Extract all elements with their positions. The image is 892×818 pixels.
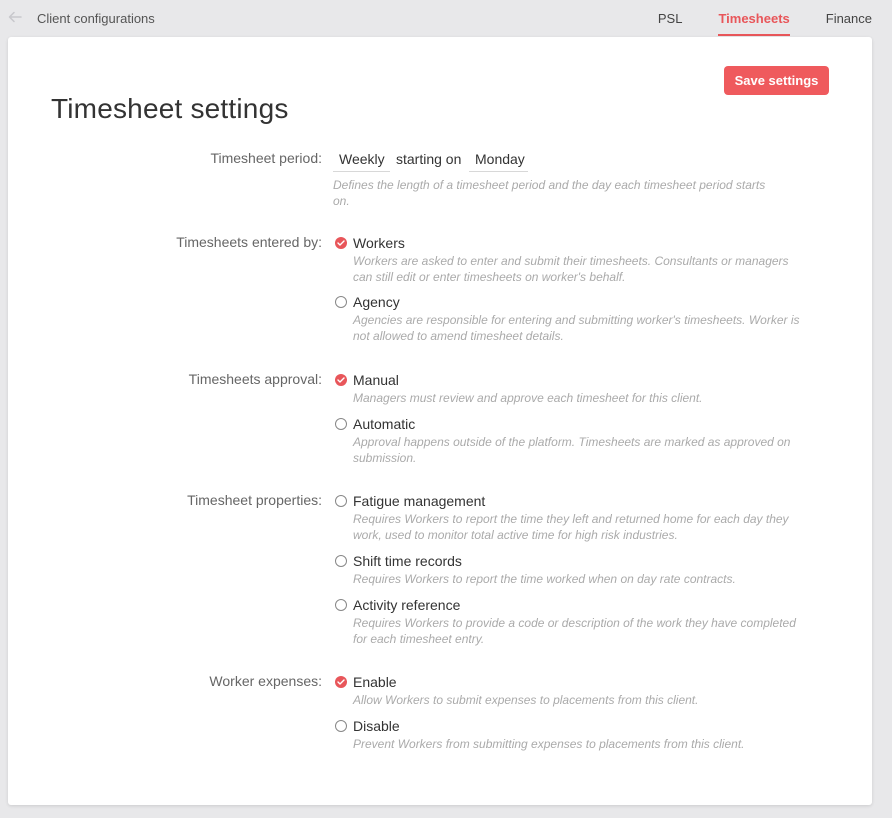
- entered-by-label: Timesheets entered by:: [176, 234, 322, 250]
- approval-label: Timesheets approval:: [188, 371, 322, 387]
- radio-agency[interactable]: [335, 296, 347, 308]
- settings-card: [8, 37, 872, 805]
- option-manual-label[interactable]: Manual: [353, 372, 399, 388]
- period-help: Defines the length of a timesheet period and the day each timesheet period starts on.: [333, 178, 766, 208]
- option-disable-help: Prevent Workers from submitting expenses to placements from this client.: [353, 737, 745, 751]
- radio-automatic[interactable]: [335, 418, 347, 430]
- period-connector-text: starting on: [396, 151, 462, 167]
- radio-manual-checked[interactable]: [335, 374, 347, 386]
- option-agency-help: Agencies are responsible for entering and submitting worker's timesheets. Worker is not allowed to amend timesheet details.: [353, 313, 800, 343]
- period-line: [333, 149, 803, 175]
- option-automatic-label[interactable]: Automatic: [353, 416, 416, 432]
- radio-activity-reference[interactable]: [335, 599, 347, 611]
- option-manual-help: Managers must review and approve each timesheet for this client.: [353, 391, 703, 405]
- option-workers-help: Workers are asked to enter and submit their timesheets. Consultants or managers can still edit or enter timesheets on worker's behalf.: [353, 254, 789, 284]
- period-body: [333, 149, 803, 209]
- radio-workers-checked[interactable]: [335, 237, 347, 249]
- radio-fatigue-management[interactable]: [335, 495, 347, 507]
- back-arrow-icon[interactable]: [8, 10, 22, 24]
- option-automatic-help: Approval happens outside of the platform. Timesheets are marked as approved on submission.: [353, 435, 791, 465]
- tab-finance[interactable]: Finance: [825, 11, 872, 26]
- breadcrumb[interactable]: Client configurations: [37, 11, 155, 26]
- tab-timesheets[interactable]: Timesheets: [718, 0, 789, 37]
- properties-label: Timesheet properties:: [187, 492, 322, 508]
- period-label: Timesheet period:: [210, 150, 322, 166]
- option-activity-reference-help: Requires Workers to provide a code or description of the work they have completed for each timesheet entry.: [353, 616, 796, 646]
- radio-shift-time-records[interactable]: [335, 555, 347, 567]
- top-bar: [0, 0, 892, 37]
- expenses-label: Worker expenses:: [209, 673, 322, 689]
- period-length-select[interactable]: Weekly: [333, 149, 390, 172]
- option-agency-label[interactable]: Agency: [353, 294, 400, 310]
- option-fatigue-management-help: Requires Workers to report the time they left and returned home for each day they work, used to monitor total active time for high risk industries.: [353, 512, 789, 542]
- option-disable-label[interactable]: Disable: [353, 718, 400, 734]
- option-shift-time-records-label[interactable]: Shift time records: [353, 553, 462, 569]
- option-enable-label[interactable]: Enable: [353, 674, 397, 690]
- option-fatigue-management-label[interactable]: Fatigue management: [353, 493, 486, 509]
- radio-disable[interactable]: [335, 720, 347, 732]
- option-workers-label[interactable]: Workers: [353, 235, 405, 251]
- period-day-select[interactable]: Monday: [469, 149, 528, 172]
- tab-bar: [622, 0, 872, 37]
- tab-psl[interactable]: PSL: [657, 11, 683, 26]
- radio-enable-checked[interactable]: [335, 676, 347, 688]
- save-settings-button[interactable]: Save settings: [724, 66, 829, 95]
- option-shift-time-records-help: Requires Workers to report the time worked when on day rate contracts.: [353, 572, 736, 586]
- option-activity-reference-label[interactable]: Activity reference: [353, 597, 461, 613]
- option-enable-help: Allow Workers to submit expenses to placements from this client.: [353, 693, 699, 707]
- page-title: Timesheet settings: [51, 93, 289, 124]
